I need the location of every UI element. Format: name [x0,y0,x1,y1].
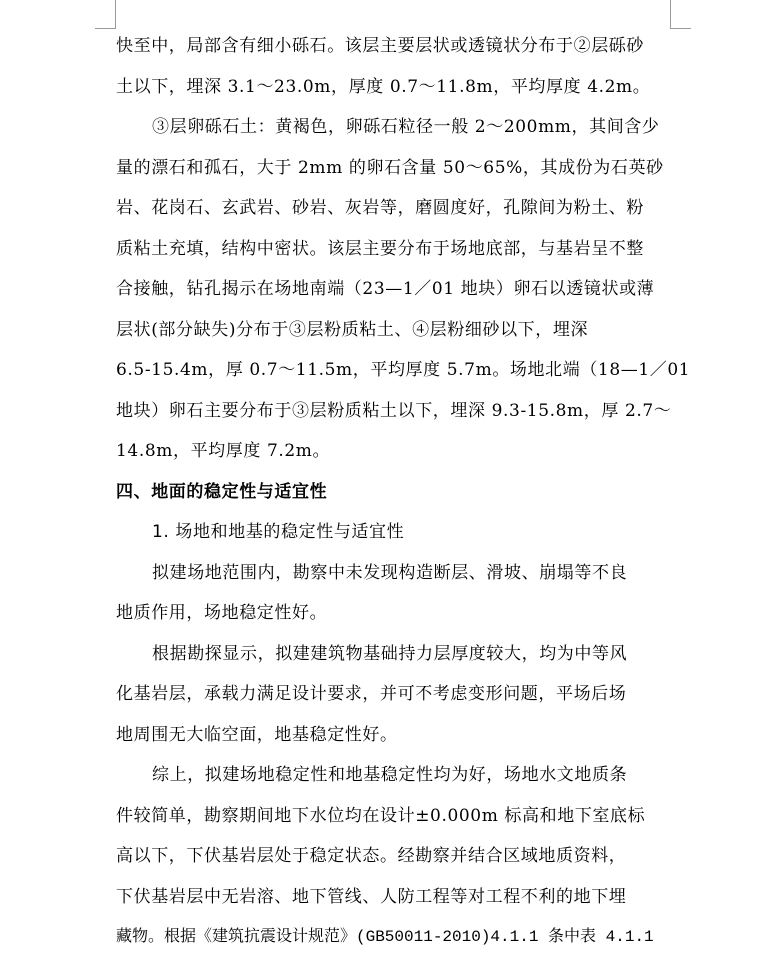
text-line: 土以下，埋深 3.1～23.0m，厚度 0.7～11.8m，平均厚度 4.2m。 [116,76,651,97]
page-margin-mark-left [95,0,116,29]
text-line: 层状(部分缺失)分布于③层粉质粘土、④层粉细砂以下，埋深 [116,319,589,340]
text-line: 根据勘探显示，拟建建筑物基础持力层厚度较大，均为中等风 [152,643,628,664]
text-line: 化基岩层，承载力满足设计要求，并可不考虑变形问题，平场后场 [116,684,627,704]
text-line: 地质作用，场地稳定性好。 [116,603,328,623]
text-line: 地块）卵石主要分布于③层粉质粘土以下，埋深 9.3-15.8m，厚 2.7～ [116,400,672,421]
text-line: 质粘土充填，结构中密状。该层主要分布于场地底部，与基岩呈不整 [116,238,644,259]
text-line: 下伏基岩层中无岩溶、地下管线、人防工程等对工程不利的地下埋 [116,886,627,907]
text-line: 藏物。根据《建筑抗震设计规范》(GB50011-2010)4.1.1 条中表 4.1.1 [116,928,654,946]
text-line: 拟建场地范围内，勘察中未发现构造断层、滑坡、崩塌等不良 [152,562,628,583]
document-page [116,26,691,958]
text-line: ③层卵砾石土：黄褐色，卵砾石粒径一般 2～200mm，其间含少 [152,117,660,137]
page-margin-mark-right [670,0,691,29]
text-line: 综上，拟建场地稳定性和地基稳定性均为好，场地水文地质条 [152,765,628,785]
subsection-heading: 1. 场地和地基的稳定性与适宜性 [152,522,405,542]
text-line: 岩、花岗石、玄武岩、砂岩、灰岩等，磨圆度好，孔隙间为粉土、粉 [116,198,644,218]
text-line: 14.8m，平均厚度 7.2m。 [116,441,331,461]
text-line: 件较简单，勘察期间地下水位均在设计±0.000m 标高和地下室底标 [116,805,646,826]
text-line: 高以下，下伏基岩层处于稳定状态。经勘察并结合区域地质资料， [116,846,627,866]
section-heading: 四、地面的稳定性与适宜性 [116,481,328,502]
text-line: 快至中，局部含有细小砾石。该层主要层状或透镜状分布于②层砾砂 [116,36,644,56]
text-line: 合接触，钻孔揭示在场地南端（23—1／01 地块）卵石以透镜状或薄 [116,279,655,299]
text-line: 量的漂石和孤石，大于 2mm 的卵石含量 50～65%，其成份为石英砂 [116,157,664,178]
text-line: 6.5-15.4m，厚 0.7～11.5m，平均厚度 5.7m。场地北端（18—1／01 [116,360,691,380]
text-line: 地周围无大临空面，地基稳定性好。 [116,724,398,745]
